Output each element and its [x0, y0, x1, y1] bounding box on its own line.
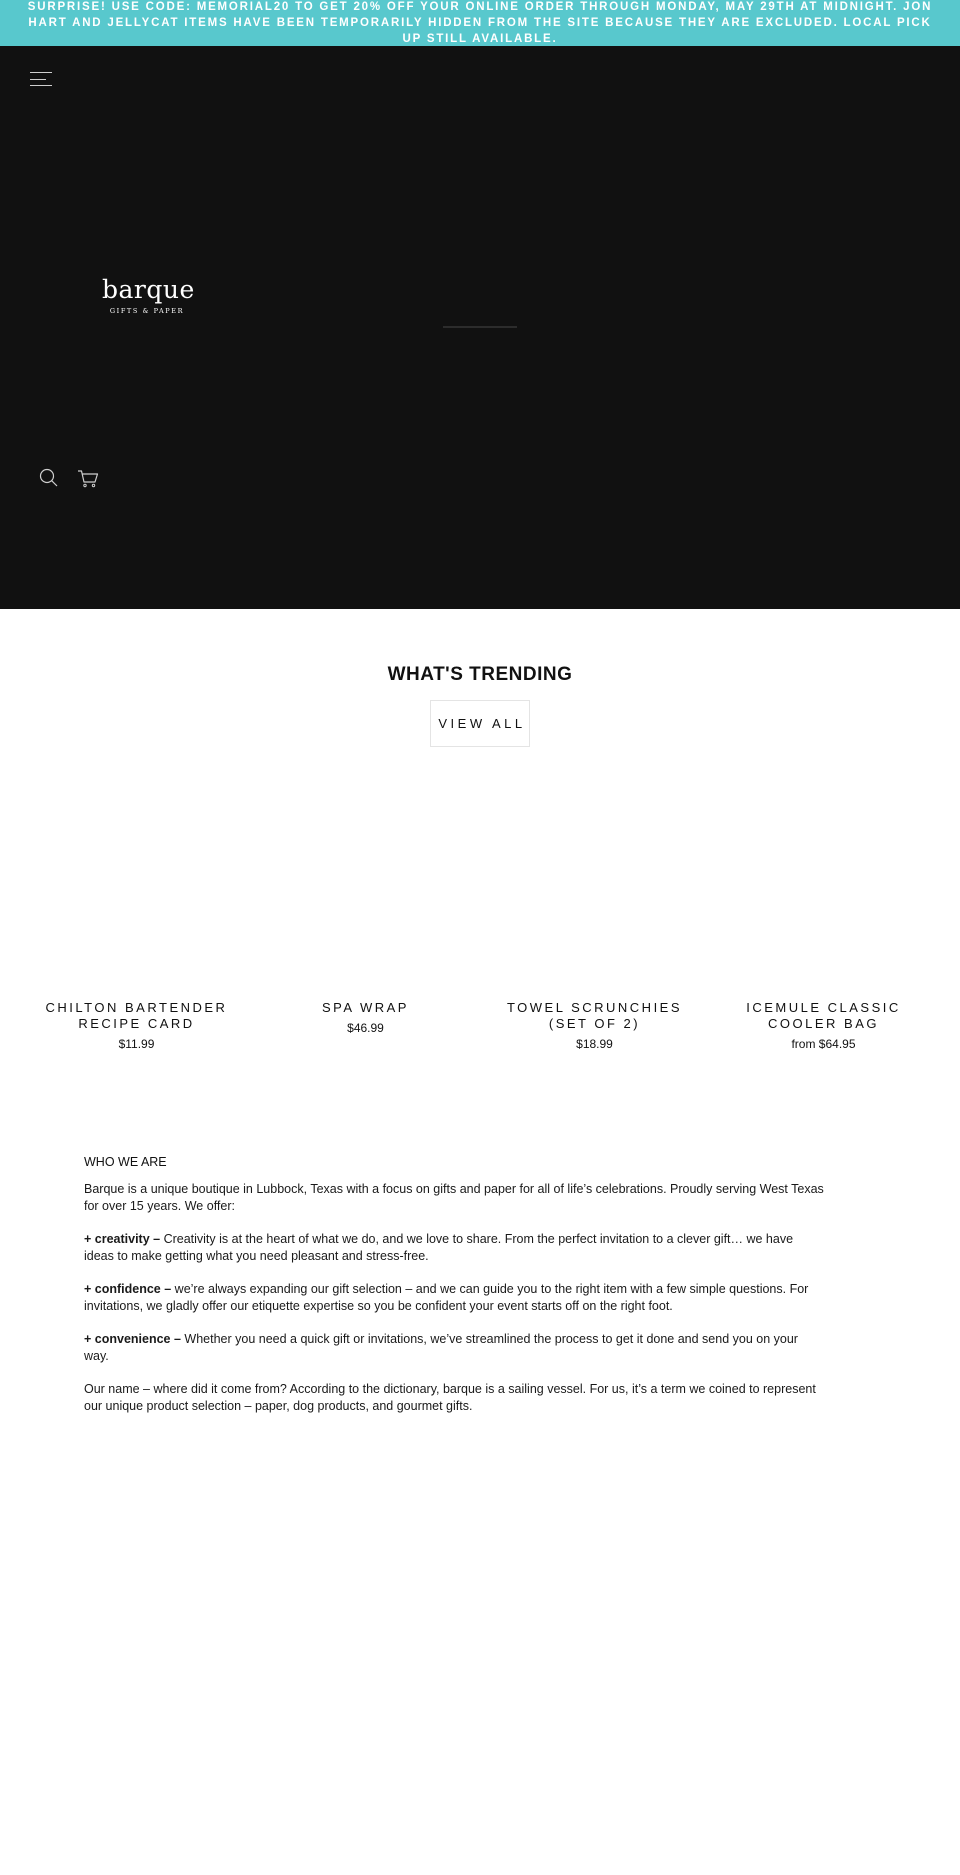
product-title[interactable]: SPA WRAP	[322, 1000, 409, 1015]
product-image[interactable]	[251, 760, 480, 1000]
product-title[interactable]: CHILTON BARTENDER RECIPE CARD	[45, 1000, 228, 1031]
announcement-text: SURPRISE! USE CODE: MEMORIAL20 TO GET 20% OFF YOUR ONLINE ORDER THROUGH MONDAY, MAY 29TH AT MIDNIGHT. JON HART AND JELLYCAT ITEMS HAVE BEEN TEMPORARILY HIDDEN FROM THE SITE BECAUSE THEY ARE EXCLUDED. LOCAL PICK UP STILL AVAILABLE.	[27, 1, 933, 45]
search-icon[interactable]	[35, 464, 63, 492]
logo-tagline: GIFTS & PAPER	[109, 307, 185, 315]
product-price: from $64.95	[791, 1037, 856, 1051]
product-card[interactable]	[22, 760, 251, 1051]
product-price: $46.99	[347, 1021, 384, 1035]
product-image[interactable]	[22, 760, 251, 1000]
product-card[interactable]	[251, 760, 480, 1051]
product-price: $11.99	[118, 1037, 155, 1051]
logo-wordmark: barque	[102, 275, 195, 304]
product-title[interactable]: TOWEL SCRUNCHIES (SET OF 2)	[506, 1000, 683, 1031]
creativity-label: + creativity –	[84, 1232, 161, 1246]
product-image[interactable]	[709, 760, 938, 1000]
product-price: $18.99	[576, 1037, 613, 1051]
about-creativity	[84, 1231, 824, 1265]
about-convenience	[84, 1331, 824, 1365]
convenience-text: Whether you need a quick gift or invitations, we’ve streamlined the process to get it done and send you on your way.	[84, 1332, 798, 1363]
view-all-button[interactable]: VIEW ALL	[430, 700, 530, 747]
trending-title: WHAT'S TRENDING	[387, 664, 573, 685]
product-grid	[22, 760, 938, 1051]
creativity-text: Creativity is at the heart of what we do, and we love to share. From the perfect invitation to a clever gift… we have ideas to make getting what you need pleasant and stress-free.	[84, 1232, 794, 1263]
cart-icon[interactable]	[74, 464, 102, 492]
about-heading: WHO WE ARE	[84, 1155, 167, 1169]
about-confidence	[84, 1281, 824, 1315]
about-intro: Barque is a unique boutique in Lubbock, Texas with a focus on gifts and paper for all of life’s celebrations. Proudly serving West Texas for over 15 years. We offer:	[84, 1182, 824, 1213]
site-logo[interactable]	[102, 275, 195, 315]
announcement-bar	[0, 0, 960, 46]
about-name-origin: Our name – where did it come from? According to the dictionary, barque is a sailing vessel. For us, it’s a term we coined to represent our unique product selection – paper, dog products, and gourmet gifts.	[84, 1382, 816, 1413]
confidence-text: we’re always expanding our gift selection – and we can guide you to the right item with a few simple questions. For invitations, we gladly offer our etiquette expertise so you be confident your event starts off on the right foot.	[84, 1282, 809, 1313]
menu-icon[interactable]	[30, 70, 52, 88]
product-card[interactable]	[709, 760, 938, 1051]
about-section	[84, 1155, 824, 1431]
hero-header	[0, 46, 960, 609]
convenience-label: + convenience –	[84, 1332, 181, 1346]
product-image[interactable]	[480, 760, 709, 1000]
slideshow-progress-bar	[443, 326, 517, 328]
product-card[interactable]	[480, 760, 709, 1051]
product-title[interactable]: ICEMULE CLASSIC COOLER BAG	[746, 1000, 901, 1031]
confidence-label: + confidence –	[84, 1282, 172, 1296]
